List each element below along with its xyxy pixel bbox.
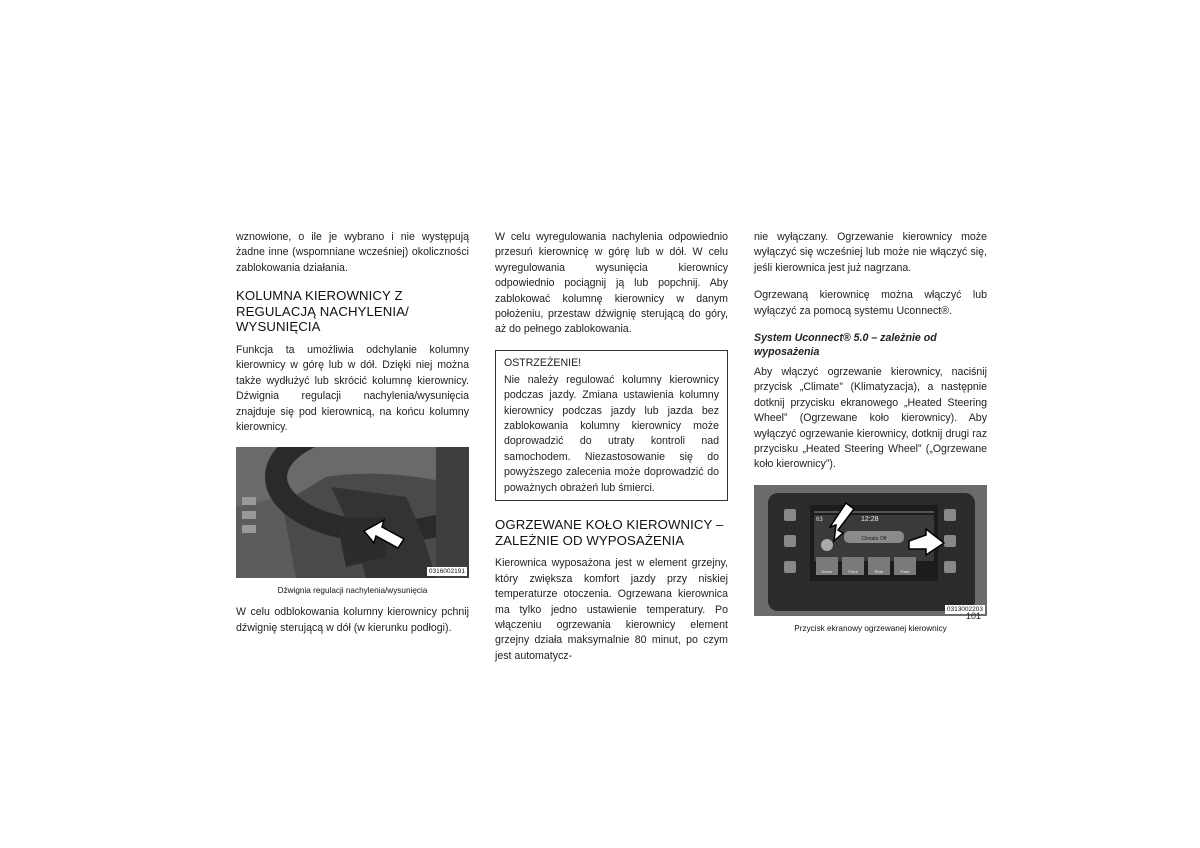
screen-button-rear: Rear — [874, 568, 884, 574]
section-heading: OGRZEWANE KOŁO KIEROWNICY – ZALEŻNIE OD WYPOSAŻENIA — [495, 517, 724, 548]
screen-time: 12:28 — [861, 515, 879, 523]
warning-title: OSTRZEŻENIE! — [504, 356, 582, 369]
warning-text: Nie należy regulować kolumny kierownicy podczas jazdy. Zmiana ustawienia kolumny kierownicy podczas jazdy lub jazda bez zablokowania kolumny kierownicy może doprowadzić do utraty kontroli nad samochodem. Niezastosowanie się do powyższego zalecenia może doprowadzić do poważnych obrażeń lub śmierci. — [504, 373, 719, 494]
paragraph: Ogrzewaną kierownicę można włączyć lub wyłączyć za pomocą systemu Uconnect®. — [754, 289, 987, 317]
screen-button-front: Front — [848, 568, 858, 574]
subheading: System Uconnect® 5.0 – zależnie od wyposażenia — [754, 332, 937, 359]
screen-button-driver: Driver — [821, 568, 833, 574]
warning-box — [495, 350, 728, 501]
paragraph: Funkcja ta umożliwia odchylanie kolumny kierownicy w górę lub w dół. Dzięki niej można także wydłużyć lub skrócić kolumnę kierownicy. Dźwignia regulacji nachylenia/wysunięcia znajduje się pod kierownicą, na końcu kolumny kierownicy. — [236, 344, 469, 434]
column-3 — [754, 230, 987, 643]
paragraph: Kierownica wyposażona jest w element grzejny, który zwiększa komfort jazdy przy niskiej temperaturze otoczenia. Ogrzewana kierownica ma tylko jedno ustawienie temperatury. Po włączeniu ogrzewania kierownicy element grzejny działa maksymalnie 80 minut, po czym jest automatycz- — [495, 557, 728, 662]
paragraph: wznowione, o ile je wybrano i nie występują żadne inne (wspomniane wcześniej) okoliczności zablokowania działania. — [236, 231, 469, 274]
page-number: 101 — [966, 611, 982, 621]
paragraph: W celu odblokowania kolumny kierownicy pchnij dźwignię sterującą w dół (w kierunku podłogi). — [236, 606, 469, 634]
paragraph: nie wyłączany. Ogrzewanie kierownicy może wyłączyć się wcześniej lub może nie włączyć się, jeśli kierownica jest już nagrzana. — [754, 231, 987, 274]
screen-button-pass: Pass — [900, 568, 910, 574]
screen-temp: 63 — [816, 516, 823, 523]
figure-caption: Przycisk ekranowy ogrzewanej kierownicy — [794, 623, 947, 633]
section-heading: KOLUMNA KIEROWNICY Z REGULACJĄ NACHYLENIA/ WYSUNIĘCIA — [236, 288, 409, 335]
figure-code: 0316002191 — [428, 568, 465, 576]
paragraph: Aby włączyć ogrzewanie kierownicy, naciśnij przycisk „Climate” (Klimatyzacja), a następnie dotknij przycisku ekranowego „Heated Steering Wheel” (Ogrzewane koło kierownicy). Aby wyłączyć ogrzewanie kierownicy, dotknij drugi raz przycisku „Heated Steering Wheel” („Ogrzewane koło kierownicy”). — [754, 366, 987, 471]
paragraph: W celu wyregulowania nachylenia odpowiednio przesuń kierownicę w górę lub w dół. W celu wyregulowania wysunięcia kierownicy odpowiednio pociągnij ją lub popchnij. Aby zablokować kolumnę kierownicy w danym położeniu, przestaw dźwignię sterującą do góry, aż do pełnego zablokowania. — [495, 231, 728, 336]
screen-climate-label: Climate Off — [861, 535, 887, 542]
column-1 — [236, 230, 469, 648]
figure-code: 0313002203 — [946, 605, 983, 613]
uconnect-screen-photo — [754, 485, 987, 616]
figure-caption: Dźwignia regulacji nachylenia/wysunięcia — [277, 586, 428, 596]
column-2 — [495, 230, 728, 676]
steering-column-photo — [236, 447, 469, 578]
